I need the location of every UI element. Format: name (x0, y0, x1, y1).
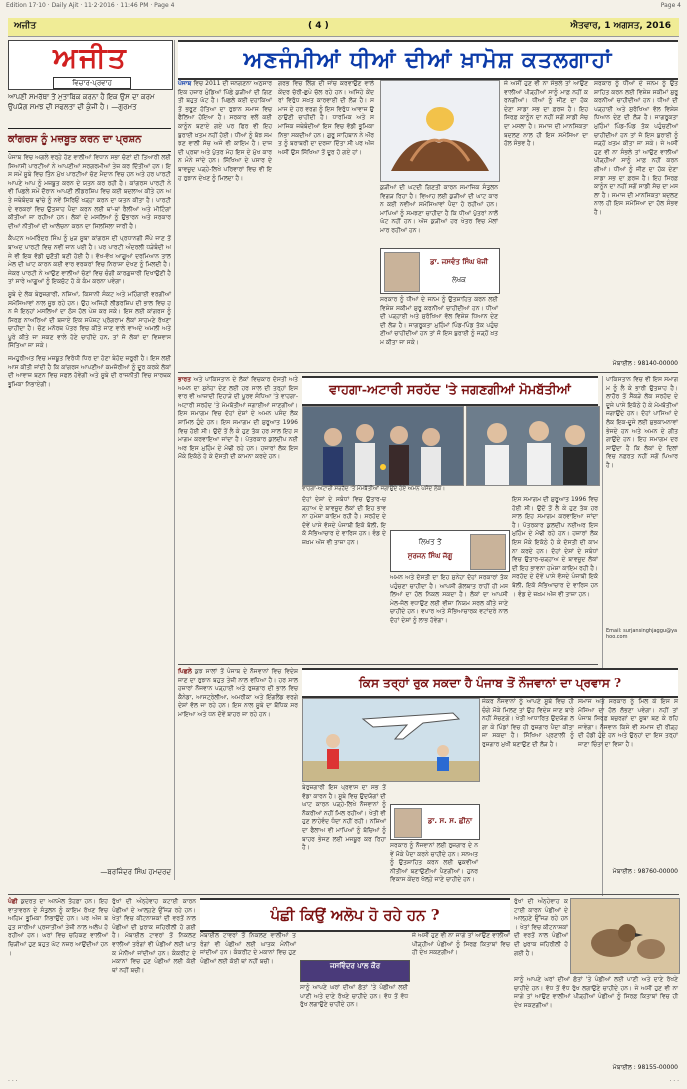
article2-byline (390, 530, 510, 572)
article1-column (380, 296, 498, 370)
article4-text: ਜੇ ਅਸੀਂ ਹੁਣ ਵੀ ਨਾ ਜਾਗੇ ਤਾਂ ਆਉਣ ਵਾਲੀਆਂ ਪੀੜ੍ਹੀਆਂ ਪੰਛੀਆਂ ਨੂੰ ਸਿਰਫ਼ ਕਿਤਾਬਾਂ ਵਿਚ ਹੀ ਦੇਖ ਸਕਣਗੀਆਂ। (412, 932, 510, 957)
article1-column (594, 80, 678, 360)
article3-text: ਬੇਰੁਜ਼ਗਾਰੀ ਇਸ ਪ੍ਰਵਾਸ ਦਾ ਸਭ ਤੋਂ ਵੱਡਾ ਕਾਰਨ ਹੈ। ਸੂਬੇ ਵਿਚ ਉਦਯੋਗਾਂ ਦੀ ਘਾਟ ਕਾਰਨ ਪੜ੍ਹੇ-ਲਿਖੇ ਨੌਜਵਾਨਾਂ ਨੂੰ ਨੌਕਰੀਆਂ ਨਹੀਂ ਮਿਲ ਰਹੀਆਂ। ਖੇਤੀ ਵੀ ਹੁਣ ਲਾਹੇਵੰਦ ਧੰਦਾ ਨਹੀਂ ਰਹੀ। ਨਸ਼ਿਆਂ ਦਾ ਫੈਲਾਅ ਵੀ ਮਾਪਿਆਂ ਨੂੰ ਬੱਚਿਆਂ ਨੂੰ ਬਾਹਰ ਭੇਜਣ ਲਈ ਮਜਬੂਰ ਕਰ ਰਿਹਾ ਹੈ। (302, 784, 386, 852)
article2-caption: ਵਾਹਗਾ-ਅਟਾਰੀ ਸਰਹੱਦ 'ਤੇ ਮੋਮਬੱਤੀਆਂ ਜਗਾਉਂਦੇ ਹੋਏ ਅਮਨ ਪਸੰਦ ਲੋਕ। (302, 486, 446, 492)
side-column (606, 376, 678, 626)
article1-column (504, 80, 588, 370)
article1-text: ਵਿਚ 2011 ਦੀ ਜਨਗਣਨਾ ਅਨੁਸਾਰ ਇਕ ਹਜ਼ਾਰ ਮੁੰਡਿਆਂ ਪਿੱਛੇ ਕੁੜੀਆਂ ਦੀ ਗਿਣਤੀ ਬਹੁਤ ਘੱਟ ਹੈ। ਪਿਛਲੇ ਕਈ ਦਹਾਕਿਆਂ ਤੋਂ ਭਰੂਣ ਹੱਤਿਆ ਦਾ ਰੁਝਾਨ ਸਮਾਜ ਵਿਚ ਫੈਲਿਆ ਹੋਇਆ ਹੈ। ਸਰਕਾਰ ਵਲੋਂ ਕਈ ਕਾਨੂੰਨ ਬਣਾਏ ਗਏ ਪਰ ਫਿਰ ਵੀ ਇਹ ਬੁਰਾਈ ਖ਼ਤਮ ਨਹੀਂ ਹੋਈ। ਧੀਆਂ ਨੂੰ ਬੋਝ ਸਮਝਣ ਵਾਲੀ ਸੋਚ ਅਜੇ ਵੀ ਕਾਇਮ ਹੈ। ਦਾਜ ਦੀ ਪ੍ਰਥਾ ਅਤੇ ਪੁੱਤਰ ਮੋਹ ਇਸ ਦੇ ਮੁੱਖ ਕਾਰਨ ਮੰਨੇ ਜਾਂਦੇ ਹਨ। ਸਿੱਖਿਆ ਦੇ ਪਸਾਰ ਦੇ ਬਾਵਜੂਦ ਪੜ੍ਹੇ-ਲਿਖੇ ਪਰਿਵਾਰਾਂ ਵਿਚ ਵੀ ਇਹ ਰੁਝਾਨ ਦੇਖਣ ਨੂੰ ਮਿਲਦਾ ਹੈ। (178, 80, 272, 182)
article3-contact: ਮੋਬਾਈਲ : 98760-00000 (612, 868, 678, 875)
editorial-paragraph: ਪੰਜਾਬ ਵਿਚ ਅਗਲੇ ਵਰ੍ਹੇ ਹੋਣ ਵਾਲੀਆਂ ਵਿਧਾਨ ਸਭਾ ਚੋਣਾਂ ਦੀ ਤਿਆਰੀ ਲਈ ਸਿਆਸੀ ਪਾਰਟੀਆਂ ਨੇ ਆਪਣੀਆਂ ਸਰਗਰਮੀਆਂ ਤੇਜ਼ ਕਰ ਦਿੱਤੀਆਂ ਹਨ। ਇਸ ਸਮੇਂ ਸੂਬੇ ਵਿਚ ਤਿੰਨ ਮੁੱਖ ਪਾਰਟੀਆਂ ਚੋਣ ਮੈਦਾਨ ਵਿਚ ਹਨ ਅਤੇ ਹਰ ਪਾਰਟੀ ਆਪਣੇ ਆਪ ਨੂੰ ਮਜ਼ਬੂਤ ਕਰਨ ਦੇ ਯਤਨ ਕਰ ਰਹੀ ਹੈ। ਕਾਂਗਰਸ ਪਾਰਟੀ ਨੇ ਵੀ ਪਿਛਲੇ ਸਮੇਂ ਦੌਰਾਨ ਆਪਣੀ ਲੀਡਰਸ਼ਿਪ ਵਿਚ ਕਈ ਬਦਲਾਅ ਕੀਤੇ ਹਨ ਅਤੇ ਜਥੇਬੰਦਕ ਢਾਂਚੇ ਨੂੰ ਨਵੇਂ ਸਿਰਿਓਂ ਖੜ੍ਹਾ ਕਰਨ ਦਾ ਯਤਨ ਕੀਤਾ ਹੈ। ਪਾਰਟੀ ਦੇ ਵਰਕਰਾਂ ਵਿਚ ਉਤਸ਼ਾਹ ਪੈਦਾ ਕਰਨ ਲਈ ਥਾਂ-ਥਾਂ ਰੈਲੀਆਂ ਅਤੇ ਮੀਟਿੰਗਾਂ ਕੀਤੀਆਂ ਜਾ ਰਹੀਆਂ ਹਨ। ਲੋਕਾਂ ਦੇ ਮਸਲਿਆਂ ਨੂੰ ਉਭਾਰਨ ਅਤੇ ਸਰਕਾਰ ਦੀਆਂ ਨੀਤੀਆਂ ਦੀ ਆਲੋਚਨਾ ਕਰਨ ਦਾ ਸਿਲਸਿਲਾ ਜਾਰੀ ਹੈ। (8, 154, 171, 230)
section-rule (178, 664, 598, 665)
article4-text: ਸਾਨੂੰ ਆਪਣੇ ਘਰਾਂ ਦੀਆਂ ਛੱਤਾਂ 'ਤੇ ਪੰਛੀਆਂ ਲਈ ਪਾਣੀ ਅਤੇ ਦਾਣੇ ਰੱਖਣੇ ਚਾਹੀਦੇ ਹਨ। ਵੱਧ ਤੋਂ ਵੱਧ ਰੁੱਖ ਲਗਾਉਣੇ ਚਾਹੀਦੇ ਹਨ। (514, 976, 678, 992)
article2-text: ਇਸ ਸਮਾਗਮ ਦੀ ਸ਼ੁਰੂਆਤ 1996 ਵਿਚ ਹੋਈ ਸੀ। ਉਦੋਂ ਤੋਂ ਲੈ ਕੇ ਹੁਣ ਤੱਕ ਹਰ ਸਾਲ ਇਹ ਸਮਾਗਮ ਕਰਵਾਇਆ ਜਾਂਦਾ ਹੈ। ਪੱਤਰਕਾਰ ਕੁਲਦੀਪ ਨਈਅਰ ਇਸ ਮੁਹਿੰਮ ਦੇ ਮੋਢੀ ਰਹੇ ਹਨ। ਹਜ਼ਾਰਾਂ ਲੋਕ ਇਸ ਮੌਕੇ ਇਕੱਠੇ ਹੋ ਕੇ ਦੋਸਤੀ ਦੀ ਕਾਮਨਾ ਕਰਦੇ ਹਨ। (178, 418, 298, 461)
section-subtitle: ਵਿਚਾਰ-ਪ੍ਰਵਾਹ (53, 77, 131, 89)
section-rule (178, 372, 678, 373)
article1-text: ਕੁੜੀਆਂ ਦੀ ਘਟਦੀ ਗਿਣਤੀ ਕਾਰਨ ਸਮਾਜਿਕ ਸੰਤੁਲਨ ਵਿਗੜ ਰਿਹਾ ਹੈ। ਵਿਆਹ ਲਈ ਕੁੜੀਆਂ ਦੀ ਘਾਟ ਕਾਰਨ ਕਈ ਨਵੀਆਂ ਸਮੱਸਿਆਵਾਂ ਪੈਦਾ ਹੋ ਰਹੀਆਂ ਹਨ। ਮਾਪਿਆਂ ਨੂੰ ਸਮਝਣਾ ਚਾਹੀਦਾ ਹੈ ਕਿ ਧੀਆਂ ਪੁੱਤਰਾਂ ਨਾਲੋਂ ਘੱਟ ਨਹੀਂ ਹਨ। ਅੱਜ ਕੁੜੀਆਂ ਹਰ ਖੇਤਰ ਵਿਚ ਮੱਲਾਂ ਮਾਰ ਰਹੀਆਂ ਹਨ। (380, 184, 498, 234)
article1-text: ਸਰਕਾਰ ਨੂੰ ਧੀਆਂ ਦੇ ਜਨਮ ਨੂੰ ਉਤਸ਼ਾਹਿਤ ਕਰਨ ਲਈ ਵਿਸ਼ੇਸ਼ ਸਕੀਮਾਂ ਸ਼ੁਰੂ ਕਰਨੀਆਂ ਚਾਹੀਦੀਆਂ ਹਨ। ਧੀਆਂ ਦੀ ਪੜ੍ਹਾਈ ਅਤੇ ਸੁਰੱਖਿਆ ਵੱਲ ਵਿਸ਼ੇਸ਼ ਧਿਆਨ ਦੇਣ ਦੀ ਲੋੜ ਹੈ। ਜਾਗਰੂਕਤਾ ਮੁਹਿੰਮਾਂ ਪਿੰਡ-ਪਿੰਡ ਤੱਕ ਪਹੁੰਚਣੀਆਂ ਚਾਹੀਦੀਆਂ ਹਨ ਤਾਂ ਜੋ ਇਸ ਬੁਰਾਈ ਨੂੰ ਜੜ੍ਹੋਂ ਖ਼ਤਮ ਕੀਤਾ ਜਾ ਸਕੇ। (380, 296, 498, 346)
article2-text: ਦੋਹਾਂ ਦੇਸ਼ਾਂ ਦੇ ਸਬੰਧਾਂ ਵਿਚ ਉਤਾਰ-ਚੜ੍ਹਾਅ ਦੇ ਬਾਵਜੂਦ ਲੋਕਾਂ ਦੀ ਇਹ ਭਾਵਨਾ ਹਮੇਸ਼ਾ ਕਾਇਮ ਰਹੀ ਹੈ। ਸਰਹੱਦ ਦੇ ਦੋਵੇਂ ਪਾਸੇ ਵੱਸਦੇ ਪੰਜਾਬੀ ਇਕੋ ਬੋਲੀ, ਇਕੋ ਸੱਭਿਆਚਾਰ ਦੇ ਵਾਰਿਸ ਹਨ। ਵੰਡ ਦੇ ਜ਼ਖ਼ਮ ਅੱਜ ਵੀ ਤਾਜ਼ਾ ਹਨ। (512, 547, 598, 598)
sparrow-illustration (571, 899, 679, 973)
article2-column (390, 574, 508, 660)
article2-photo (302, 406, 464, 486)
quote (8, 92, 171, 128)
hands-illustration (381, 81, 499, 181)
article1-text: ਗਰਭ ਵਿਚ ਲਿੰਗ ਦੀ ਜਾਂਚ ਕਰਵਾਉਣ ਵਾਲੇ ਕੇਂਦਰ ਚੋਰੀ-ਛੁਪੇ ਚੱਲ ਰਹੇ ਹਨ। ਅਜਿਹੇ ਕੇਂਦਰਾਂ ਵਿਰੁੱਧ ਸਖ਼ਤ ਕਾਰਵਾਈ ਦੀ ਲੋੜ ਹੈ। ਸਮਾਜ ਦੇ ਹਰ ਵਰਗ ਨੂੰ ਇਸ ਵਿਰੁੱਧ ਆਵਾਜ਼ ਉਠਾਉਣੀ ਚਾਹੀਦੀ ਹੈ। ਧਾਰਮਿਕ ਅਤੇ ਸਮਾਜਿਕ ਜਥੇਬੰਦੀਆਂ ਇਸ ਵਿਚ ਵੱਡੀ ਭੂਮਿਕਾ ਨਿਭਾ ਸਕਦੀਆਂ ਹਨ। ਗੁਰੂ ਸਾਹਿਬਾਨ ਨੇ ਔਰਤ ਨੂੰ ਬਰਾਬਰੀ ਦਾ ਦਰਜਾ ਦਿੱਤਾ ਸੀ ਪਰ ਅੱਜ ਅਸੀਂ ਉਸ ਸਿੱਖਿਆ ਤੋਂ ਦੂਰ ਹੋ ਗਏ ਹਾਂ। (278, 80, 374, 156)
author-name: ਡਾ. ਸ. ਸ. ਛੀਨਾ (427, 817, 473, 825)
article3-lead: ਪਿਛਲੇ (178, 668, 192, 675)
page-header (8, 18, 679, 37)
side-column-text: ਪਾਕਿਸਤਾਨ ਵਿਚ ਵੀ ਇਸ ਸਮਾਗਮ ਨੂੰ ਲੈ ਕੇ ਭਾਰੀ ਉਤਸ਼ਾਹ ਹੈ। ਲਾਹੌਰ ਤੋਂ ਸੈਂਕੜੇ ਲੋਕ ਸਰਹੱਦ ਦੇ ਦੂਜੇ ਪਾਸੇ ਇਕੱਠੇ ਹੋ ਕੇ ਮੋਮਬੱਤੀਆਂ ਜਗਾਉਂਦੇ ਹਨ। ਦੋਹਾਂ ਪਾਸਿਆਂ ਦੇ ਲੋਕ ਇਕ-ਦੂਜੇ ਲਈ ਸ਼ੁਭਕਾਮਨਾਵਾਂ ਭੇਜਦੇ ਹਨ ਅਤੇ ਅਮਨ ਦੇ ਗੀਤ ਗਾਉਂਦੇ ਹਨ। ਇਹ ਸਮਾਗਮ ਦਰਸਾਉਂਦਾ ਹੈ ਕਿ ਲੋਕਾਂ ਦੇ ਦਿਲਾਂ ਵਿਚ ਨਫ਼ਰਤ ਨਹੀਂ ਸਗੋਂ ਪਿਆਰ ਹੈ। (606, 376, 678, 469)
quote-text: ਆਪਣੀ ਸਮਰੱਥਾ ਤੋਂ ਮੁਤਾਬਿਕ ਕਰਨਾ ਹੈ ਇਕ ਉਸ ਦਾ ਕਰਮ ਉਪਯੋਗ ਸਮਝ ਦੀ ਸਫਲਤਾ ਦੀ ਕੁੰਜੀ ਹੈ। (8, 93, 155, 111)
article3-column (178, 668, 298, 878)
article1-column (278, 80, 374, 370)
editorial-signature: —ਬਰਜਿੰਦਰ ਸਿੰਘ ਹਮਦਰਦ (100, 868, 171, 876)
sparrow-photo (570, 898, 680, 974)
author-name: ਸੁਰਜਨ ਸਿੰਘ ਜੱਗੂ (407, 552, 453, 560)
article3-text: ਸਮਾਜ ਅਤੇ ਸਰਕਾਰ ਨੂੰ ਮਿਲ ਕੇ ਇਸ ਸਮੱਸਿਆ ਦਾ ਹੱਲ ਲੱਭਣਾ ਪਵੇਗਾ। ਨਹੀਂ ਤਾਂ ਪੰਜਾਬ ਸਿਰਫ਼ ਬਜ਼ੁਰਗਾਂ ਦਾ ਸੂਬਾ ਬਣ ਕੇ ਰਹਿ ਜਾਵੇਗਾ। ਨੌਜਵਾਨ ਕਿਸੇ ਵੀ ਸਮਾਜ ਦੀ ਰੀੜ੍ਹ ਦੀ ਹੱਡੀ ਹੁੰਦੇ ਹਨ ਅਤੇ ਉਨ੍ਹਾਂ ਦਾ ਇਸ ਤਰ੍ਹਾਂ ਜਾਣਾ ਚਿੰਤਾ ਦਾ ਵਿਸ਼ਾ ਹੈ। (578, 698, 678, 748)
article1-column (178, 80, 272, 370)
author-photo (384, 252, 420, 292)
article4-text: ਸਾਨੂੰ ਆਪਣੇ ਘਰਾਂ ਦੀਆਂ ਛੱਤਾਂ 'ਤੇ ਪੰਛੀਆਂ ਲਈ ਪਾਣੀ ਅਤੇ ਦਾਣੇ ਰੱਖਣੇ ਚਾਹੀਦੇ ਹਨ। ਵੱਧ ਤੋਂ ਵੱਧ ਰੁੱਖ ਲਗਾਉਣੇ ਚਾਹੀਦੇ ਹਨ। (300, 984, 408, 1009)
editorial-paragraph: ਸੂਬੇ ਦੇ ਲੋਕ ਬੇਰੁਜ਼ਗਾਰੀ, ਨਸ਼ਿਆਂ, ਕਿਸਾਨੀ ਸੰਕਟ ਅਤੇ ਮਹਿੰਗਾਈ ਵਰਗੀਆਂ ਸਮੱਸਿਆਵਾਂ ਨਾਲ ਜੂਝ ਰਹੇ ਹਨ। ਉਹ ਅਜਿਹੀ ਲੀਡਰਸ਼ਿਪ ਦੀ ਭਾਲ ਵਿਚ ਹਨ ਜੋ ਇਨ੍ਹਾਂ ਮਸਲਿਆਂ ਦਾ ਠੋਸ ਹੱਲ ਪੇਸ਼ ਕਰ ਸਕੇ। ਇਸ ਲਈ ਕਾਂਗਰਸ ਨੂੰ ਸਿਰਫ਼ ਨਾਅਰਿਆਂ ਦੀ ਬਜਾਏ ਇਕ ਸਪੱਸ਼ਟ ਪ੍ਰੋਗਰਾਮ ਲੋਕਾਂ ਸਾਹਮਣੇ ਰੱਖਣਾ ਚਾਹੀਦਾ ਹੈ। ਚੋਣ ਮਨੋਰਥ ਪੱਤਰ ਵਿਚ ਕੀਤੇ ਜਾਣ ਵਾਲੇ ਵਾਅਦੇ ਅਮਲੀ ਅਤੇ ਪੂਰੇ ਕੀਤੇ ਜਾ ਸਕਣ ਵਾਲੇ ਹੋਣੇ ਚਾਹੀਦੇ ਹਨ, ਤਾਂ ਜੋ ਲੋਕਾਂ ਦਾ ਵਿਸ਼ਵਾਸ ਜਿੱਤਿਆ ਜਾ ਸਕੇ। (8, 290, 171, 350)
article3-text: ਜੇਕਰ ਨੌਜਵਾਨਾਂ ਨੂੰ ਆਪਣੇ ਸੂਬੇ ਵਿਚ ਹੀ ਚੰਗੇ ਮੌਕੇ ਮਿਲਣ ਤਾਂ ਉਹ ਵਿਦੇਸ਼ ਜਾਣ ਬਾਰੇ ਨਹੀਂ ਸੋਚਣਗੇ। ਖੇਤੀ ਆਧਾਰਿਤ ਉਦਯੋਗ ਲਗਾ ਕੇ ਪਿੰਡਾਂ ਵਿਚ ਹੀ ਰੁਜ਼ਗਾਰ ਪੈਦਾ ਕੀਤਾ ਜਾ ਸਕਦਾ ਹੈ। ਸਿੱਖਿਆ ਪ੍ਰਣਾਲੀ ਨੂੰ ਰੁਜ਼ਗਾਰ ਮੁਖੀ ਬਣਾਉਣ ਦੀ ਲੋੜ ਹੈ। (482, 698, 574, 748)
article3-text: ਸਰਕਾਰ ਨੂੰ ਨੌਜਵਾਨਾਂ ਲਈ ਰੁਜ਼ਗਾਰ ਦੇ ਨਵੇਂ ਮੌਕੇ ਪੈਦਾ ਕਰਨੇ ਚਾਹੀਦੇ ਹਨ। ਸਨਅਤ ਨੂੰ ਉਤਸ਼ਾਹਿਤ ਕਰਨ ਲਈ ਢੁਕਵੀਆਂ ਨੀਤੀਆਂ ਬਣਾਉਣੀਆਂ ਪੈਣਗੀਆਂ। ਹੁਨਰ ਵਿਕਾਸ ਕੇਂਦਰ ਖੋਲ੍ਹੇ ਜਾਣੇ ਚਾਹੀਦੇ ਹਨ। (390, 842, 478, 884)
article4-contact: ਮੋਬਾਈਲ : 98155-00000 (612, 1064, 678, 1071)
quote-author: —ਗੁਰਮਤ (111, 103, 137, 111)
page-number: ( 4 ) (308, 21, 329, 31)
author-role: ਲੇਖਕ (452, 276, 466, 284)
editorial-paragraph: ਜਮਹੂਰੀਅਤ ਵਿਚ ਮਜ਼ਬੂਤ ਵਿਰੋਧੀ ਧਿਰ ਦਾ ਹੋਣਾ ਬੇਹੱਦ ਜ਼ਰੂਰੀ ਹੈ। ਇਸ ਲਈ ਆਸ ਕੀਤੀ ਜਾਂਦੀ ਹੈ ਕਿ ਕਾਂਗਰਸ ਆਪਣੀਆਂ ਕਮਜ਼ੋਰੀਆਂ ਨੂੰ ਦੂਰ ਕਰਕੇ ਲੋਕਾਂ ਦੀ ਆਵਾਜ਼ ਬਣਨ ਵਿਚ ਸਫਲ ਹੋਵੇਗੀ ਅਤੇ ਸੂਬੇ ਦੀ ਰਾਜਨੀਤੀ ਵਿਚ ਸਾਰਥਕ ਭੂਮਿਕਾ ਨਿਭਾਏਗੀ। (8, 355, 171, 388)
article2-lead: ਭਾਰਤ (178, 376, 191, 383)
article4-title: ਪੰਛੀ ਕਿਉਂ ਅਲੋਪ ਹੋ ਰਹੇ ਹਨ ? (200, 898, 510, 932)
article4-column (112, 898, 196, 1072)
article3-column (390, 842, 478, 884)
editorial-headline: ਕਾਂਗਰਸ ਨੂੰ ਮਜ਼ਬੂਤ ਕਰਨ ਦਾ ਪ੍ਰਸ਼ਨ (8, 128, 171, 152)
article4-lead: ਪੰਛੀ (8, 898, 18, 905)
article4-text: ਮੋਬਾਈਲ ਟਾਵਰਾਂ ਤੋਂ ਨਿਕਲਣ ਵਾਲੀਆਂ ਤਰੰਗਾਂ ਵੀ ਪੰਛੀਆਂ ਲਈ ਘਾਤਕ ਮੰਨੀਆਂ ਜਾਂਦੀਆਂ ਹਨ। ਕੰਕਰੀਟ ਦੇ ਮਕਾਨਾਂ ਵਿਚ ਹੁਣ ਪੰਛੀਆਂ ਲਈ ਕੋਈ ਥਾਂ ਨਹੀਂ ਬਚੀ। (112, 932, 196, 974)
article1-text: ਸਰਕਾਰ ਨੂੰ ਧੀਆਂ ਦੇ ਜਨਮ ਨੂੰ ਉਤਸ਼ਾਹਿਤ ਕਰਨ ਲਈ ਵਿਸ਼ੇਸ਼ ਸਕੀਮਾਂ ਸ਼ੁਰੂ ਕਰਨੀਆਂ ਚਾਹੀਦੀਆਂ ਹਨ। ਧੀਆਂ ਦੀ ਪੜ੍ਹਾਈ ਅਤੇ ਸੁਰੱਖਿਆ ਵੱਲ ਵਿਸ਼ੇਸ਼ ਧਿਆਨ ਦੇਣ ਦੀ ਲੋੜ ਹੈ। ਜਾਗਰੂਕਤਾ ਮੁਹਿੰਮਾਂ ਪਿੰਡ-ਪਿੰਡ ਤੱਕ ਪਹੁੰਚਣੀਆਂ ਚਾਹੀਦੀਆਂ ਹਨ ਤਾਂ ਜੋ ਇਸ ਬੁਰਾਈ ਨੂੰ ਜੜ੍ਹੋਂ ਖ਼ਤਮ ਕੀਤਾ ਜਾ ਸਕੇ। (594, 80, 678, 148)
article3-text: ਕੁਝ ਸਾਲਾਂ ਤੋਂ ਪੰਜਾਬ ਦੇ ਨੌਜਵਾਨਾਂ ਵਿਚ ਵਿਦੇਸ਼ ਜਾਣ ਦਾ ਰੁਝਾਨ ਬਹੁਤ ਤੇਜ਼ੀ ਨਾਲ ਵਧਿਆ ਹੈ। ਹਰ ਸਾਲ ਹਜ਼ਾਰਾਂ ਨੌਜਵਾਨ ਪੜ੍ਹਾਈ ਅਤੇ ਰੁਜ਼ਗਾਰ ਦੀ ਭਾਲ ਵਿਚ ਕੈਨੇਡਾ, ਆਸਟ੍ਰੇਲੀਆ, ਅਮਰੀਕਾ ਅਤੇ ਇੰਗਲੈਂਡ ਵਰਗੇ ਦੇਸ਼ਾਂ ਵੱਲ ਜਾ ਰਹੇ ਹਨ। ਇਸ ਨਾਲ ਸੂਬੇ ਦਾ ਬੌਧਿਕ ਸਰਮਾਇਆ ਅਤੇ ਧਨ ਦੋਵੇਂ ਬਾਹਰ ਜਾ ਰਹੇ ਹਨ। (178, 668, 298, 718)
article2-photo-2 (466, 406, 600, 486)
article4-column (514, 898, 568, 972)
article3-title: ਕਿਸ ਤਰ੍ਹਾਂ ਰੁਕ ਸਕਦਾ ਹੈ ਪੰਜਾਬ ਤੋਂ ਨੌਜਵਾਨਾਂ ਦਾ ਪ੍ਰਵਾਸ ? (302, 668, 678, 698)
article2-text: ਅਤੇ ਪਾਕਿਸਤਾਨ ਦੇ ਲੋਕਾਂ ਵਿਚਕਾਰ ਦੋਸਤੀ ਅਤੇ ਅਮਨ ਦਾ ਸੁਨੇਹਾ ਦੇਣ ਲਈ ਹਰ ਸਾਲ ਦੀ ਤਰ੍ਹਾਂ ਇਸ ਵਾਰ ਵੀ ਆਜ਼ਾਦੀ ਦਿਹਾੜੇ ਦੀ ਪੂਰਵ ਸੰਧਿਆ 'ਤੇ ਵਾਹਗਾ-ਅਟਾਰੀ ਸਰਹੱਦ 'ਤੇ ਮੋਮਬੱਤੀਆਂ ਜਗਾਈਆਂ ਜਾਣਗੀਆਂ। ਇਸ ਸਮਾਗਮ ਵਿਚ ਦੋਹਾਂ ਦੇਸ਼ਾਂ ਦੇ ਅਮਨ ਪਸੰਦ ਲੋਕ ਸ਼ਾਮਿਲ ਹੁੰਦੇ ਹਨ। (178, 376, 298, 426)
article1-column (380, 184, 498, 246)
article3-cartoon (302, 698, 480, 782)
article2-column (512, 496, 598, 660)
footer-left: · · · (8, 1078, 18, 1085)
article4-text: ਰੁੱਖਾਂ ਦੀ ਅੰਨ੍ਹੇਵਾਹ ਕਟਾਈ ਕਾਰਨ ਪੰਛੀਆਂ ਦੇ ਆਲ੍ਹਣੇ ਉੱਜੜ ਰਹੇ ਹਨ। ਖੇਤਾਂ ਵਿਚ ਕੀਟਨਾਸ਼ਕਾਂ ਦੀ ਵਰਤੋਂ ਨਾਲ ਪੰਛੀਆਂ ਦੀ ਖ਼ੁਰਾਕ ਜ਼ਹਿਰੀਲੀ ਹੋ ਗਈ ਹੈ। (112, 898, 196, 940)
article4-text: ਰੁੱਖਾਂ ਦੀ ਅੰਨ੍ਹੇਵਾਹ ਕਟਾਈ ਕਾਰਨ ਪੰਛੀਆਂ ਦੇ ਆਲ੍ਹਣੇ ਉੱਜੜ ਰਹੇ ਹਨ। ਖੇਤਾਂ ਵਿਚ ਕੀਟਨਾਸ਼ਕਾਂ ਦੀ ਵਰਤੋਂ ਨਾਲ ਪੰਛੀਆਂ ਦੀ ਖ਼ੁਰਾਕ ਜ਼ਹਿਰੀਲੀ ਹੋ ਗਈ ਹੈ। (514, 898, 568, 957)
editorial-paragraph: ਕੈਪਟਨ ਅਮਰਿੰਦਰ ਸਿੰਘ ਨੂੰ ਮੁੜ ਸੂਬਾ ਕਾਂਗਰਸ ਦੀ ਪ੍ਰਧਾਨਗੀ ਸੌਂਪੇ ਜਾਣ ਤੋਂ ਬਾਅਦ ਪਾਰਟੀ ਵਿਚ ਨਵੀਂ ਜਾਨ ਪਈ ਹੈ। ਪਰ ਪਾਰਟੀ ਅੰਦਰਲੀ ਧੜੇਬੰਦੀ ਅਜੇ ਵੀ ਇਕ ਵੱਡੀ ਚੁਣੌਤੀ ਬਣੀ ਹੋਈ ਹੈ। ਵੱਖ-ਵੱਖ ਆਗੂਆਂ ਦਰਮਿਆਨ ਤਾਲਮੇਲ ਦੀ ਘਾਟ ਕਾਰਨ ਕਈ ਵਾਰ ਵਰਕਰਾਂ ਵਿਚ ਨਿਰਾਸ਼ਾ ਦੇਖਣ ਨੂੰ ਮਿਲਦੀ ਹੈ। ਜੇਕਰ ਪਾਰਟੀ ਨੇ ਆਉਣ ਵਾਲੀਆਂ ਚੋਣਾਂ ਵਿਚ ਚੰਗੀ ਕਾਰਗੁਜ਼ਾਰੀ ਦਿਖਾਉਣੀ ਹੈ ਤਾਂ ਸਾਰੇ ਆਗੂਆਂ ਨੂੰ ਇਕਜੁੱਟ ਹੋ ਕੇ ਕੰਮ ਕਰਨਾ ਪਵੇਗਾ। (8, 235, 171, 286)
print-strip (0, 0, 687, 12)
article1-byline (380, 248, 500, 294)
article1-title: ਅਣਜੰਮੀਆਂ ਧੀਆਂ ਦੀਆਂ ਖ਼ਾਮੋਸ਼ ਕਤਲਗਾਹਾਂ (178, 40, 678, 80)
article3-byline (390, 804, 480, 840)
airport-cartoon-illustration (303, 699, 479, 781)
article2-column (178, 376, 298, 660)
header-date: ਐਤਵਾਰ, 1 ਅਗਸਤ, 2016 (570, 21, 671, 31)
article4-column (200, 932, 296, 1072)
section-rule (8, 894, 679, 895)
article1-lead: ਪੰਜਾਬ (178, 80, 192, 87)
article4-text: ਮੋਬਾਈਲ ਟਾਵਰਾਂ ਤੋਂ ਨਿਕਲਣ ਵਾਲੀਆਂ ਤਰੰਗਾਂ ਵੀ ਪੰਛੀਆਂ ਲਈ ਘਾਤਕ ਮੰਨੀਆਂ ਜਾਂਦੀਆਂ ਹਨ। ਕੰਕਰੀਟ ਦੇ ਮਕਾਨਾਂ ਵਿਚ ਹੁਣ ਪੰਛੀਆਂ ਲਈ ਕੋਈ ਥਾਂ ਨਹੀਂ ਬਚੀ। (200, 932, 296, 965)
byline-label: ਲਿਖਤ ਤੋਂ (418, 538, 442, 546)
group-photo-illustration (467, 407, 599, 485)
article2-text: ਇਸ ਸਮਾਗਮ ਦੀ ਸ਼ੁਰੂਆਤ 1996 ਵਿਚ ਹੋਈ ਸੀ। ਉਦੋਂ ਤੋਂ ਲੈ ਕੇ ਹੁਣ ਤੱਕ ਹਰ ਸਾਲ ਇਹ ਸਮਾਗਮ ਕਰਵਾਇਆ ਜਾਂਦਾ ਹੈ। ਪੱਤਰਕਾਰ ਕੁਲਦੀਪ ਨਈਅਰ ਇਸ ਮੁਹਿੰਮ ਦੇ ਮੋਢੀ ਰਹੇ ਹਨ। ਹਜ਼ਾਰਾਂ ਲੋਕ ਇਸ ਮੌਕੇ ਇਕੱਠੇ ਹੋ ਕੇ ਦੋਸਤੀ ਦੀ ਕਾਮਨਾ ਕਰਦੇ ਹਨ। (512, 496, 598, 555)
candle-photo-illustration (303, 407, 463, 485)
article3-column (578, 698, 678, 868)
article4-column (514, 976, 678, 1064)
author-name: ਡਾ. ਜਸਵੰਤ ਸਿੰਘ ਖੋਜੀ (430, 258, 488, 266)
logo-box (8, 40, 173, 90)
print-strip-left: Edition 17·10 · Daily Ajit · 11·2·2016 · 11:46 PM · Page 4 (6, 2, 175, 9)
article4-column (8, 898, 108, 1072)
article4-text: ਕੁਦਰਤ ਦਾ ਅਨਮੋਲ ਤੋਹਫ਼ਾ ਹਨ। ਇਹ ਵਾਤਾਵਰਨ ਦੇ ਸੰਤੁਲਨ ਨੂੰ ਕਾਇਮ ਰੱਖਣ ਵਿਚ ਅਹਿਮ ਭੂਮਿਕਾ ਨਿਭਾਉਂਦੇ ਹਨ। ਪਰ ਅੱਜ ਬਹੁਤ ਸਾਰੀਆਂ ਪ੍ਰਜਾਤੀਆਂ ਤੇਜ਼ੀ ਨਾਲ ਅਲੋਪ ਹੋ ਰਹੀਆਂ ਹਨ। ਘਰਾਂ ਵਿਚ ਚਹਿਕਣ ਵਾਲੀਆਂ ਚਿੜੀਆਂ ਹੁਣ ਬਹੁਤ ਘੱਟ ਨਜ਼ਰ ਆਉਂਦੀਆਂ ਹਨ। (8, 898, 108, 957)
article4-byline (300, 960, 410, 982)
article2-column (302, 496, 386, 660)
author-photo (394, 808, 422, 838)
article1-text: ਜੇ ਅਸੀਂ ਹੁਣ ਵੀ ਨਾ ਸੰਭਲੇ ਤਾਂ ਆਉਣ ਵਾਲੀਆਂ ਪੀੜ੍ਹੀਆਂ ਸਾਨੂੰ ਮਾਫ਼ ਨਹੀਂ ਕਰਨਗੀਆਂ। ਧੀਆਂ ਨੂੰ ਜੀਣ ਦਾ ਹੱਕ ਦੇਣਾ ਸਾਡਾ ਸਭ ਦਾ ਫ਼ਰਜ਼ ਹੈ। ਇਹ ਸਿਰਫ਼ ਕਾਨੂੰਨ ਦਾ ਨਹੀਂ ਸਗੋਂ ਸਾਡੀ ਸੋਚ ਦਾ ਮਸਲਾ ਹੈ। ਸਮਾਜ ਦੀ ਮਾਨਸਿਕਤਾ ਬਦਲਣ ਨਾਲ ਹੀ ਇਸ ਸਮੱਸਿਆ ਦਾ ਹੱਲ ਸੰਭਵ ਹੈ। (504, 80, 588, 148)
author-photo (470, 534, 506, 570)
article1-photo (380, 80, 500, 182)
article4-text: ਜੇ ਅਸੀਂ ਹੁਣ ਵੀ ਨਾ ਜਾਗੇ ਤਾਂ ਆਉਣ ਵਾਲੀਆਂ ਪੀੜ੍ਹੀਆਂ ਪੰਛੀਆਂ ਨੂੰ ਸਿਰਫ਼ ਕਿਤਾਬਾਂ ਵਿਚ ਹੀ ਦੇਖ ਸਕਣਗੀਆਂ। (514, 984, 678, 1009)
article4-column (300, 984, 408, 1072)
footer-strip (0, 1075, 687, 1089)
column-divider (174, 40, 175, 880)
article4-column (412, 932, 510, 1072)
article2-title: ਵਾਹਗਾ-ਅਟਾਰੀ ਸਰਹੱਦ 'ਤੇ ਜਗਣਗੀਆਂ ਮੋਮਬੱਤੀਆਂ (302, 376, 598, 406)
header-masthead: ਅਜੀਤ (14, 21, 37, 31)
editorial-body (8, 154, 171, 854)
article3-column (482, 698, 574, 878)
article1-contact: ਮੋਬਾਈਲ : 98140-00000 (612, 360, 678, 367)
article3-column (302, 784, 386, 878)
author-name: ਜਸਵਿੰਦਰ ਪਾਲ ਕੌਰ (329, 962, 381, 970)
article2-text: ਅਮਨ ਅਤੇ ਦੋਸਤੀ ਦਾ ਇਹ ਸੁਨੇਹਾ ਦੋਹਾਂ ਸਰਕਾਰਾਂ ਤੱਕ ਪਹੁੰਚਣਾ ਚਾਹੀਦਾ ਹੈ। ਆਪਸੀ ਗੱਲਬਾਤ ਰਾਹੀਂ ਹੀ ਮਸਲਿਆਂ ਦਾ ਹੱਲ ਨਿਕਲ ਸਕਦਾ ਹੈ। ਲੋਕਾਂ ਦਾ ਆਪਸੀ ਮੇਲ-ਜੋਲ ਵਧਾਉਣ ਲਈ ਵੀਜ਼ਾ ਨਿਯਮ ਸਰਲ ਕੀਤੇ ਜਾਣੇ ਚਾਹੀਦੇ ਹਨ। ਵਪਾਰ ਅਤੇ ਸੱਭਿਆਚਾਰਕ ਵਟਾਂਦਰੇ ਨਾਲ ਦੋਹਾਂ ਦੇਸ਼ਾਂ ਨੂੰ ਲਾਭ ਹੋਵੇਗਾ। (390, 574, 508, 624)
logo: ਅਜੀਤ (53, 41, 128, 74)
print-strip-right: Page 4 (660, 2, 681, 9)
side-column-email: Email: surjansinghjaggu@yahoo.com (606, 628, 678, 640)
article2-text: ਦੋਹਾਂ ਦੇਸ਼ਾਂ ਦੇ ਸਬੰਧਾਂ ਵਿਚ ਉਤਾਰ-ਚੜ੍ਹਾਅ ਦੇ ਬਾਵਜੂਦ ਲੋਕਾਂ ਦੀ ਇਹ ਭਾਵਨਾ ਹਮੇਸ਼ਾ ਕਾਇਮ ਰਹੀ ਹੈ। ਸਰਹੱਦ ਦੇ ਦੋਵੇਂ ਪਾਸੇ ਵੱਸਦੇ ਪੰਜਾਬੀ ਇਕੋ ਬੋਲੀ, ਇਕੋ ਸੱਭਿਆਚਾਰ ਦੇ ਵਾਰਿਸ ਹਨ। ਵੰਡ ਦੇ ਜ਼ਖ਼ਮ ਅੱਜ ਵੀ ਤਾਜ਼ਾ ਹਨ। (302, 496, 386, 546)
footer-right: · · · (669, 1078, 679, 1085)
article1-text: ਜੇ ਅਸੀਂ ਹੁਣ ਵੀ ਨਾ ਸੰਭਲੇ ਤਾਂ ਆਉਣ ਵਾਲੀਆਂ ਪੀੜ੍ਹੀਆਂ ਸਾਨੂੰ ਮਾਫ਼ ਨਹੀਂ ਕਰਨਗੀਆਂ। ਧੀਆਂ ਨੂੰ ਜੀਣ ਦਾ ਹੱਕ ਦੇਣਾ ਸਾਡਾ ਸਭ ਦਾ ਫ਼ਰਜ਼ ਹੈ। ਇਹ ਸਿਰਫ਼ ਕਾਨੂੰਨ ਦਾ ਨਹੀਂ ਸਗੋਂ ਸਾਡੀ ਸੋਚ ਦਾ ਮਸਲਾ ਹੈ। ਸਮਾਜ ਦੀ ਮਾਨਸਿਕਤਾ ਬਦਲਣ ਨਾਲ ਹੀ ਇਸ ਸਮੱਸਿਆ ਦਾ ਹੱਲ ਸੰਭਵ ਹੈ। (594, 140, 678, 216)
